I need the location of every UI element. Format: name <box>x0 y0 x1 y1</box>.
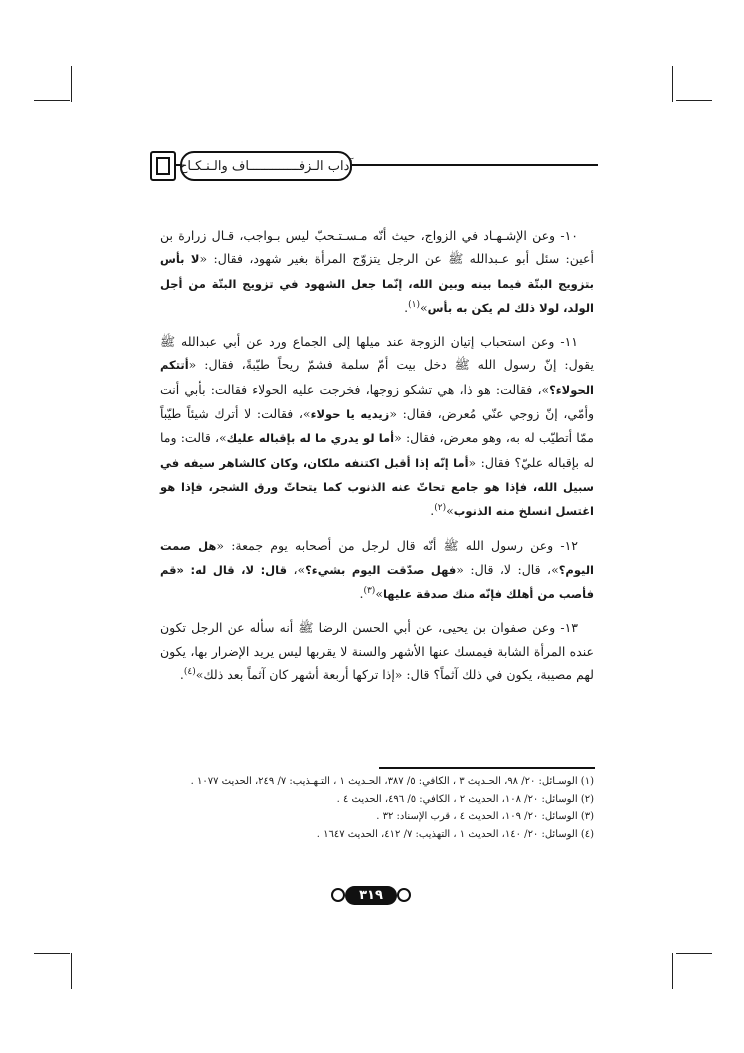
footnote-ref: (٣) <box>363 586 376 596</box>
quoted-text: أتتكم الحولاء؟ <box>160 358 594 397</box>
main-text <box>160 224 594 696</box>
page-number: ٣١٩ <box>345 886 397 905</box>
footnote-rule <box>379 767 595 769</box>
text-run: » <box>446 503 454 519</box>
quoted-text: زيديه يا حولاء <box>310 407 390 422</box>
crop-mark <box>34 953 70 954</box>
text-run: ١١- وعن استحباب إتيان الزوجة عند ميلها إلى الجماع ورد عن أبي عبدالله ﷺ يقول: إنّ رسول الله ﷺ دخل بيت أمّ سلمة فشمّ ريحاً طيّبةً، فقال: « <box>160 334 594 373</box>
text-run: ١٠- وعن الإشـهـاد في الزواج، حيث أنّه مـسـتـحبّ ليس بـواجب، قـال زرارة بن أعين: سئل أبو عـبدالله ﷺ عن الرجل يتزوّج المرأة بغير شهود، فقال: « <box>160 228 594 267</box>
quoted-text: هل صمت اليوم؟ <box>160 538 594 577</box>
text-run: »، قالت: وما له بإقباله عليّ؟ فقال: « <box>160 430 594 470</box>
text-run: »، قال: لا، قال: « <box>456 561 559 577</box>
footnotes <box>160 773 594 843</box>
sentence-end: . <box>359 586 364 602</box>
paragraph <box>160 534 594 607</box>
text-run: »، <box>287 561 306 577</box>
header-title: آداب الـزفـــــــــــــاف والـنـكـاح <box>179 158 353 174</box>
quoted-text: فهل صدّقت اليوم بشيء؟ <box>305 562 457 577</box>
footnote: (١) الوسـائل: ٢٠/ ٩٨، الحـديث ٣ ، الكافي: ٥/ ٣٨٧، الحـديث ١ ، التـهـذيب: ٧/ ٢٤٩، الحديث ١٠٧٧ . <box>190 776 594 787</box>
crop-mark <box>672 953 673 989</box>
quoted-text: لا بأس بتزويج البتّة فيما بينه وبين الله، إنّما جعل الشهود في تزويج البتّة من أجل الولد، لولا ذلك لم يكن به بأس <box>160 252 594 315</box>
header-ornament <box>150 151 176 181</box>
quoted-text: قال: لا، قال له: «قم فأصب من أهلك فإنّه منك صدقة عليها <box>160 562 594 602</box>
footnote: (٢) الوسائل: ٢٠/ ١٠٨، الحديث ٢ ، الكافي: ٥/ ٤٩٦، الحديث ٤ . <box>336 793 594 805</box>
crop-mark <box>71 953 72 989</box>
text-run: ١٢- وعن رسول الله ﷺ أنّه قال لرجل من أصحابه يوم جمعة: « <box>216 537 578 553</box>
sentence-end: . <box>430 503 435 519</box>
text-run: » <box>420 299 428 315</box>
text-run: »، فقالت: لا أترك شيئاً طيّباً ممّا أتطيّب له به، وهو معرض، فقال: « <box>160 406 594 446</box>
footnote-ref: (٤) <box>183 666 196 677</box>
crop-mark <box>71 66 72 102</box>
text-run: » <box>375 586 383 602</box>
text-run: ١٣- وعن صفوان بن يحيى، عن أبي الحسن الرضا ﷺ أنه سأله عن الرجل تكون عنده المرأة الشابة فيمسك عنها الأشهر والسنة لا يقربها ليس يريد الإضرار بها، يكون لهم مصيبة، يكون في ذلك آثماً؟ قال: «إذا تركها أربعة أشهر كان آثماً بعد ذلك» <box>160 620 594 683</box>
running-header <box>150 151 598 179</box>
sentence-end: . <box>404 299 409 315</box>
sentence-end: . <box>179 667 184 683</box>
crop-mark <box>34 100 70 101</box>
page-number-box <box>331 880 411 910</box>
crop-mark <box>676 953 712 954</box>
quoted-text: أما إنّه إذا أقبل اكتنفه ملكان، وكان كالشاهر سيفه في سبيل الله، فإذا هو جامع تحاتّ عنه الذنوب كما يتحاتّ ورق الشجر، فإذا هو اغتسل انسلخ منه الذنوب <box>160 455 594 519</box>
text-run: »، فقالت: هو ذا، هي تشكو زوجها، فخرجت عليه الحولاء فقالت: بأبي أنت وأمّي، إنّ زوجي عنّي مُعرض، فقال: « <box>160 381 594 422</box>
paragraph <box>160 224 594 320</box>
footnote: (٣) الوسائل: ٢٠/ ١٠٩، الحديث ٤ ، قرب الإسناد: ٣٢ . <box>376 811 594 822</box>
footnote-ref: (١) <box>408 299 420 310</box>
footnote: (٤) الوسائل: ٢٠/ ١٤٠، الحديث ١ ، التهذيب: ٧/ ٤١٢، الحديث ١٦٤٧ . <box>316 828 594 840</box>
paragraph <box>160 616 594 686</box>
header-title-frame <box>180 151 352 181</box>
crop-mark <box>676 100 712 101</box>
crop-mark <box>672 66 673 102</box>
quoted-text: أما لو يدري ما له بإقباله عليك <box>226 431 395 446</box>
footnote-ref: (٢) <box>434 503 447 514</box>
paragraph <box>160 330 594 523</box>
